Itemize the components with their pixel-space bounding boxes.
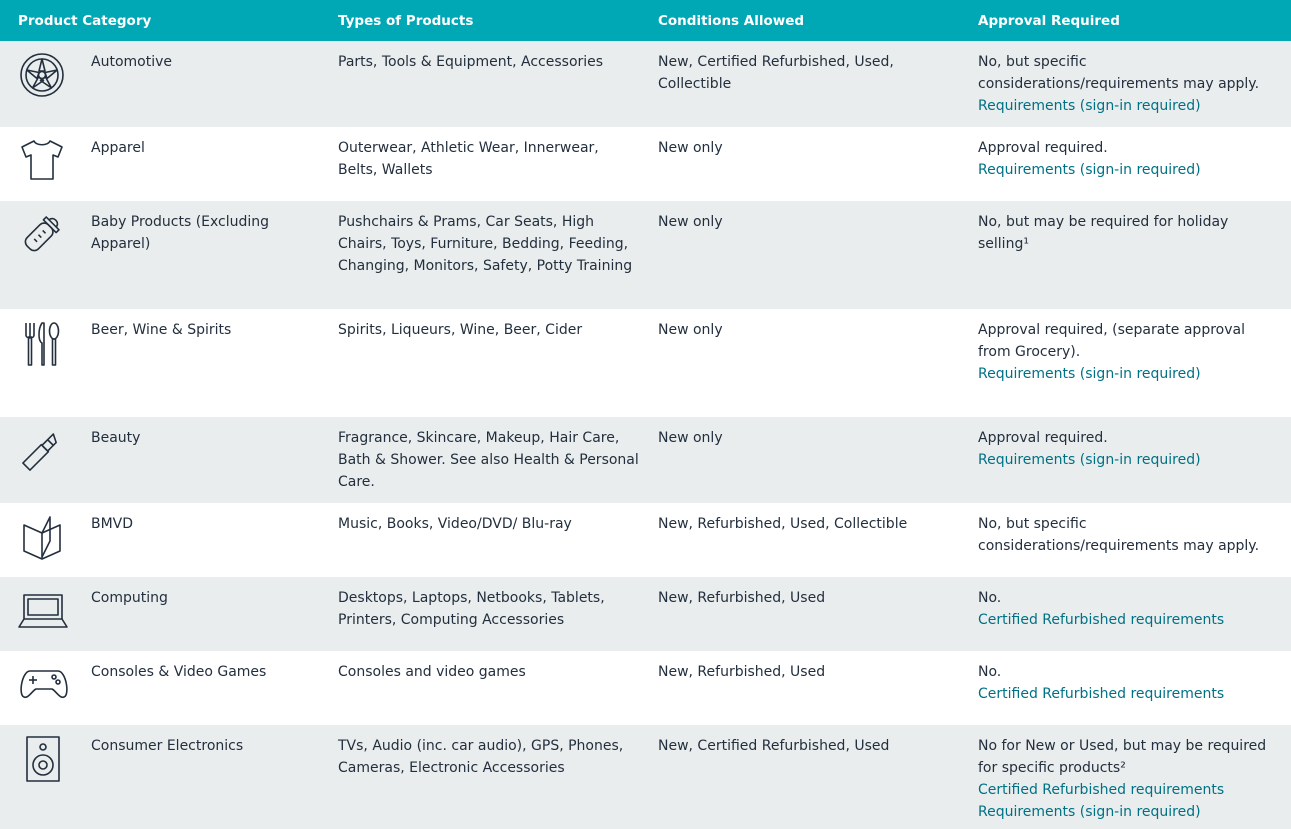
types-cell: Fragrance, Skincare, Makeup, Hair Care, Bath & Shower. See also Health & Personal Care.	[338, 417, 658, 503]
certified-refurbished-link[interactable]: Certified Refurbished requirements	[978, 612, 1225, 628]
conditions-cell: New only	[658, 322, 723, 338]
approval-text: Approval required, (separate approval from Grocery).	[978, 322, 1245, 360]
header-approval-required: Approval Required	[978, 0, 1291, 41]
table-row	[0, 577, 1291, 651]
table-row	[0, 503, 1291, 577]
table-row	[0, 309, 1291, 417]
approval-cell	[978, 651, 1291, 725]
approval-text: Approval required.	[978, 430, 1108, 446]
approval-text: No.	[978, 590, 1002, 606]
approval-text: No, but specific considerations/requirements may apply.	[978, 516, 1260, 554]
types-cell: Desktops, Laptops, Netbooks, Tablets, Printers, Computing Accessories	[338, 577, 658, 651]
approval-cell	[978, 503, 1291, 577]
approval-cell	[978, 201, 1291, 309]
approval-cell	[978, 417, 1291, 503]
certified-refurbished-link[interactable]: Certified Refurbished requirements	[978, 686, 1225, 702]
approval-cell	[978, 309, 1291, 417]
category-name: Automotive	[91, 54, 172, 70]
types-cell: Outerwear, Athletic Wear, Innerwear, Belts, Wallets	[338, 140, 599, 178]
requirements-link[interactable]: Requirements (sign-in required)	[978, 366, 1201, 382]
category-name: Beauty	[91, 430, 141, 446]
approval-cell	[978, 127, 1291, 201]
approval-text: No, but specific considerations/requirements may apply.	[978, 54, 1260, 92]
approval-cell	[978, 725, 1291, 829]
conditions-cell: New, Certified Refurbished, Used	[658, 725, 978, 829]
requirements-link[interactable]: Requirements (sign-in required)	[978, 162, 1201, 178]
types-cell: TVs, Audio (inc. car audio), GPS, Phones, Cameras, Electronic Accessories	[338, 725, 658, 829]
requirements-link[interactable]: Requirements (sign-in required)	[978, 98, 1201, 114]
category-name: Computing	[91, 590, 168, 606]
conditions-cell: New, Certified Refurbished, Used, Collectible	[658, 41, 978, 127]
table-row	[0, 201, 1291, 309]
table-row	[0, 127, 1291, 201]
types-cell: Consoles and video games	[338, 664, 526, 680]
category-name: Consumer Electronics	[91, 738, 244, 754]
table-row	[0, 41, 1291, 127]
approval-text: No.	[978, 664, 1002, 680]
cutlery-icon	[0, 309, 91, 369]
tshirt-icon	[0, 127, 91, 183]
speaker-icon	[0, 725, 91, 783]
wheel-icon	[0, 41, 91, 99]
header-product-category: Product Category	[0, 0, 338, 41]
conditions-cell: New, Refurbished, Used, Collectible	[658, 516, 908, 532]
category-name: Beer, Wine & Spirits	[91, 322, 232, 338]
types-cell: Parts, Tools & Equipment, Accessories	[338, 41, 658, 127]
lipstick-icon	[0, 417, 91, 475]
approval-cell	[978, 577, 1291, 651]
category-name: BMVD	[91, 516, 134, 532]
conditions-cell: New only	[658, 417, 978, 503]
table-row	[0, 417, 1291, 503]
approval-text: No, but may be required for holiday selling¹	[978, 214, 1229, 252]
approval-text: No for New or Used, but may be required for specific products²	[978, 738, 1267, 776]
header-conditions-allowed: Conditions Allowed	[658, 0, 978, 41]
approval-text: Approval required.	[978, 140, 1108, 156]
conditions-cell: New only	[658, 201, 978, 309]
table-row	[0, 725, 1291, 829]
types-cell: Spirits, Liqueurs, Wine, Beer, Cider	[338, 322, 583, 338]
approval-cell	[978, 41, 1291, 127]
laptop-icon	[0, 577, 91, 631]
requirements-link[interactable]: Requirements (sign-in required)	[978, 452, 1201, 468]
baby-bottle-icon	[0, 201, 91, 257]
types-cell: Music, Books, Video/DVD/ Blu-ray	[338, 516, 572, 532]
category-name: Consoles & Video Games	[91, 664, 267, 680]
types-cell: Pushchairs & Prams, Car Seats, High Chairs, Toys, Furniture, Bedding, Feeding, Changing, Monitors, Safety, Potty Training	[338, 201, 658, 309]
conditions-cell: New, Refurbished, Used	[658, 577, 978, 651]
table-header	[0, 0, 1291, 41]
category-name: Apparel	[91, 140, 145, 156]
gamepad-icon	[0, 651, 91, 705]
requirements-link[interactable]: Requirements (sign-in required)	[978, 804, 1201, 820]
conditions-cell: New, Refurbished, Used	[658, 664, 826, 680]
category-name: Baby Products (Excluding Apparel)	[91, 214, 270, 252]
table-row	[0, 651, 1291, 725]
header-types-of-products: Types of Products	[338, 0, 658, 41]
conditions-cell: New only	[658, 140, 723, 156]
certified-refurbished-link[interactable]: Certified Refurbished requirements	[978, 782, 1225, 798]
book-icon	[0, 503, 91, 561]
